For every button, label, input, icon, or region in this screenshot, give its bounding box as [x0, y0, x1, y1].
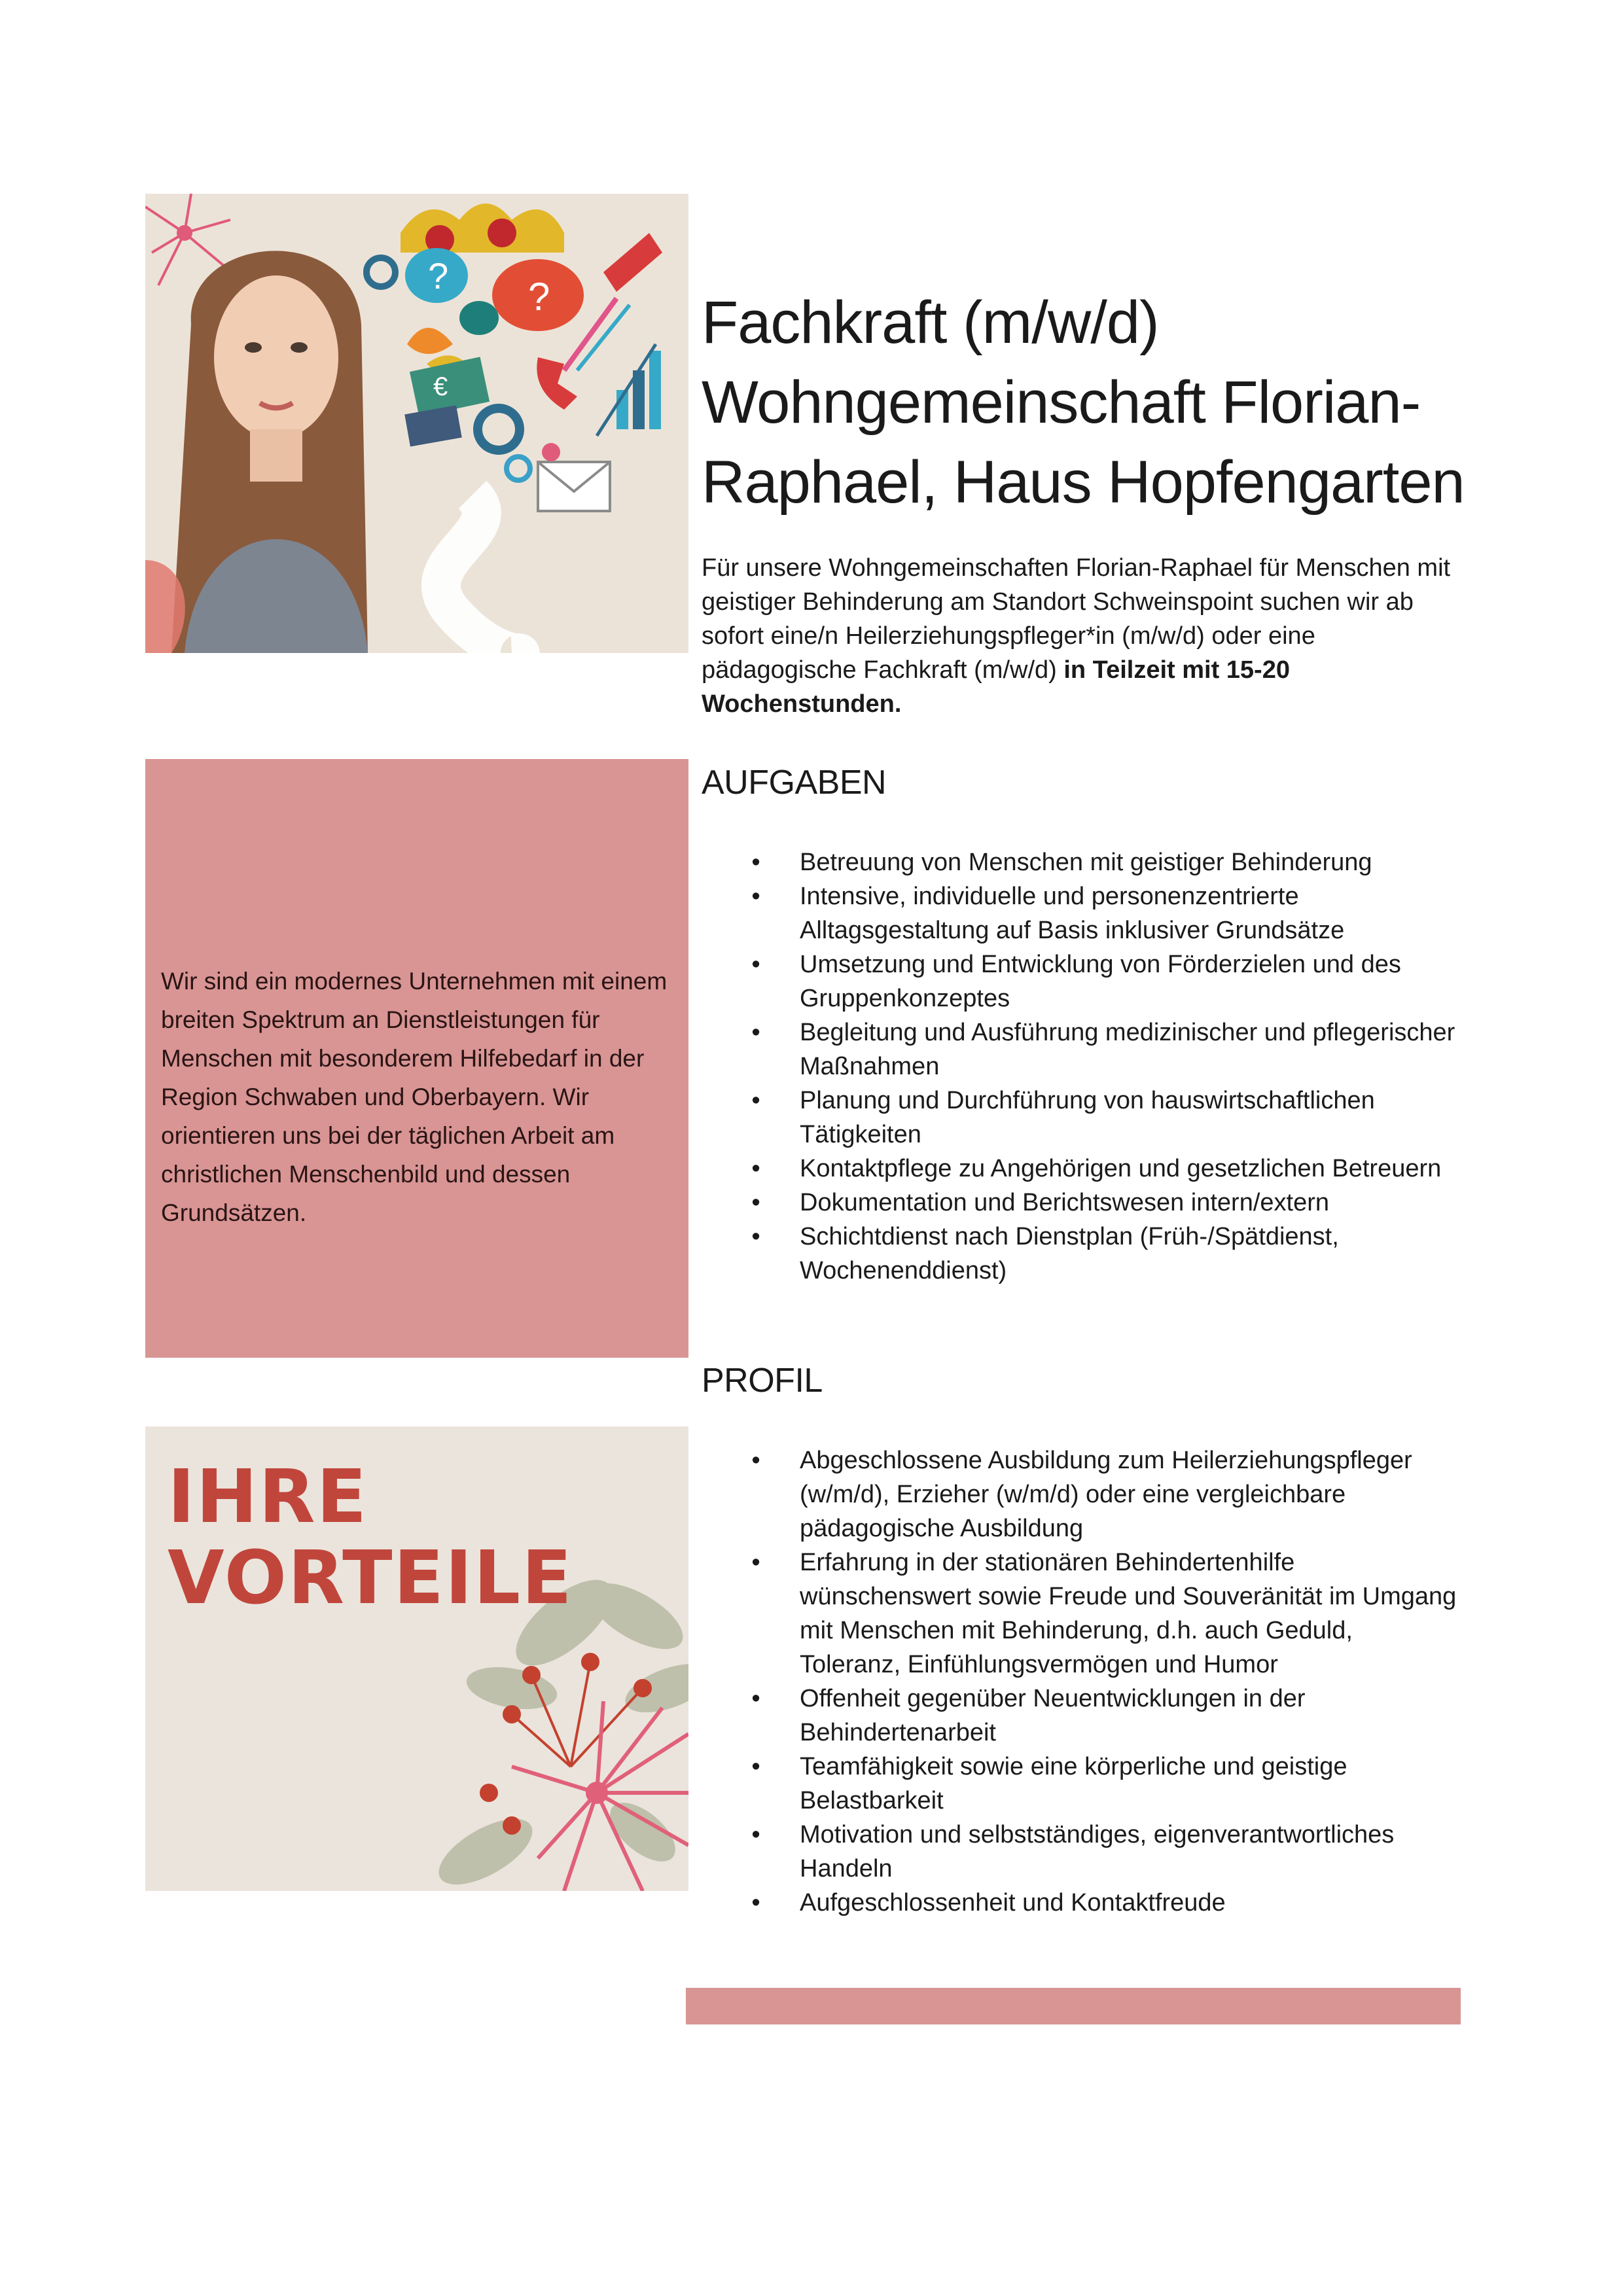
list-item: • Motivation und selbstständiges, eigenverantwortliches Handeln: [746, 1818, 1459, 1886]
list-item: • Begleitung und Ausführung medizinischer und pflegerischer Maßnahmen: [746, 1016, 1459, 1084]
hero-illustration: [145, 194, 688, 653]
list-item: • Betreuung von Menschen mit geistiger Behinderung: [746, 845, 1459, 879]
aufgaben-list: [746, 845, 1459, 1288]
list-item: • Schichtdienst nach Dienstplan (Früh-/Spätdienst, Wochenenddienst): [746, 1220, 1459, 1288]
bullet-icon: •: [751, 1189, 760, 1216]
bullet-icon: •: [751, 1753, 760, 1780]
list-item: • Erfahrung in der stationären Behindertenhilfe wünschenswert sowie Freude und Souveränität im Umgang mit Menschen mit Behinderung, d.h. auch Geduld, Toleranz, Einfühlungsvermögen und Humor: [746, 1545, 1459, 1682]
bullet-icon: •: [751, 1087, 760, 1114]
bullet-icon: •: [751, 1685, 760, 1712]
list-item: • Dokumentation und Berichtswesen intern/extern: [746, 1186, 1459, 1220]
svg-text:?: ?: [428, 255, 449, 296]
vorteile-line2: VORTEILE: [168, 1536, 573, 1621]
company-description-box: [145, 759, 688, 1358]
vorteile-image: [145, 1426, 688, 1891]
bullet-icon: •: [751, 1549, 760, 1576]
company-description-text: Wir sind ein modernes Unternehmen mit einem breiten Spektrum an Dienstleistungen für Menschen mit besonderem Hilfebedarf in der Region Schwaben und Oberbayern. Wir orientieren uns bei der täglichen Arbeit am christlichen Menschenbild und dessen Grundsätzen.: [161, 968, 668, 1226]
hero-image: [145, 194, 688, 653]
profil-heading: PROFIL: [702, 1362, 823, 1400]
vorteile-line1: IHRE: [168, 1455, 368, 1540]
list-item: • Teamfähigkeit sowie eine körperliche und geistige Belastbarkeit: [746, 1750, 1459, 1818]
aufgaben-heading: AUFGABEN: [702, 764, 887, 802]
intro-bold-text: in Teilzeit mit 15-20 Wochenstunden.: [702, 656, 1290, 718]
list-item: • Abgeschlossene Ausbildung zum Heilerziehungspfleger (w/m/d), Erzieher (w/m/d) oder eine vergleichbare pädagogische Ausbildung: [746, 1443, 1459, 1545]
bullet-icon: •: [751, 1019, 760, 1046]
job-title-line3: Raphael, Haus Hopfengarten: [702, 449, 1465, 516]
bullet-icon: •: [751, 1889, 760, 1916]
envelope-icon: [538, 462, 610, 511]
job-title-line2: Wohngemeinschaft Florian-: [702, 369, 1421, 436]
bullet-icon: •: [751, 951, 760, 978]
profil-list: [746, 1443, 1459, 1920]
bullet-icon: •: [751, 1821, 760, 1848]
bullet-icon: •: [751, 1447, 760, 1474]
bullet-icon: •: [751, 883, 760, 910]
bullet-icon: •: [751, 849, 760, 876]
intro-paragraph: [702, 551, 1454, 721]
list-item: • Planung und Durchführung von hauswirtschaftlichen Tätigkeiten: [746, 1084, 1459, 1152]
list-item: • Offenheit gegenüber Neuentwicklungen in der Behindertenarbeit: [746, 1682, 1459, 1750]
job-title-line1: Fachkraft (m/w/d): [702, 289, 1159, 356]
list-item: • Umsetzung und Entwicklung von Förderzielen und des Gruppenkonzeptes: [746, 947, 1459, 1016]
list-item: • Aufgeschlossenheit und Kontaktfreude: [746, 1886, 1459, 1920]
footer-accent-bar: [686, 1988, 1461, 2024]
svg-text:?: ?: [528, 275, 550, 319]
intro-text: Für unsere Wohngemeinschaften Florian-Raphael für Menschen mit geistiger Behinderung am Standort Schweinspoint suchen wir ab sofort eine/n Heilerziehungspfleger*in (m/w/d) oder eine pädagogische Fachkraft (m/w/d): [702, 554, 1451, 684]
list-item: • Kontaktpflege zu Angehörigen und gesetzlichen Betreuern: [746, 1152, 1459, 1186]
vorteile-heading: [168, 1457, 573, 1619]
euro-icon: €: [433, 372, 448, 401]
list-item: • Intensive, individuelle und personenzentrierte Alltagsgestaltung auf Basis inklusiver Grundsätze: [746, 879, 1459, 947]
job-title: [702, 283, 1487, 522]
bullet-icon: •: [751, 1223, 760, 1250]
bullet-icon: •: [751, 1155, 760, 1182]
